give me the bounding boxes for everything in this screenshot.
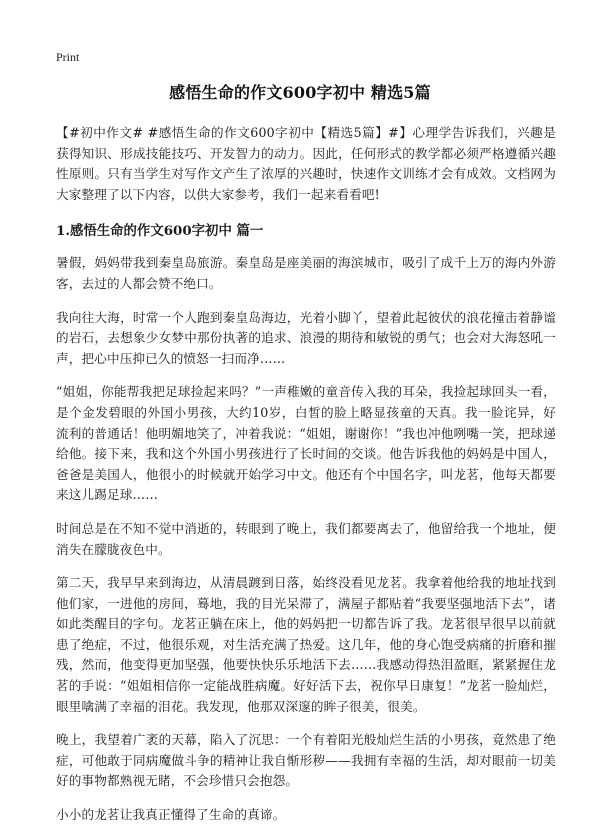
body-paragraph: 晚上，我望着广袤的天幕，陷入了沉思：一个有着阳光般灿烂生活的小男孩，竟然患了绝症，可他敢于同病魔做斗争的精神让我自惭形秽——我拥有幸福的生活，却对眼前一切美好的事物都熟视无睹，不会珍惜只会抱怨。 xyxy=(56,732,556,789)
body-paragraph: 暑假，妈妈带我到秦皇岛旅游。秦皇岛是座美丽的海滨城市，吸引了成千上万的海内外游客，去过的人都会赞不绝口。 xyxy=(56,255,556,291)
print-link[interactable]: Print xyxy=(56,50,80,64)
intro-paragraph: 【#初中作文# #感悟生命的作文600字初中【精选5篇】#】心理学告诉我们，兴趣是获得知识、形成技能技巧、开发智力的动力。因此，任何形式的教学都必须严格遵循兴趣性原则。只有当学生对写作文产生了浓厚的兴趣时，快速作文训练才会有成效。文档网为大家整理了以下内容，以供大家参考，我们一起来看看吧! xyxy=(56,125,556,202)
body-paragraph: 第二天，我早早来到海边，从清晨踱到日落，始终没看见龙茗。我拿着他给我的地址找到他们家，一进他的房间，蓦地，我的目光呆滞了，满屋子都贴着“我要坚强地活下去”，诸如此类醒目的字句。龙茗正躺在床上，他的妈妈把一切都告诉了我。龙茗很早很早以前就患了绝症，不过，他很乐观，对生活充满了热爱。这几年，他的身心饱受病痛的折磨和摧残，然而，他变得更加坚强，他要快快乐乐地活下去……我感动得热泪盈眶，紧紧握住龙茗的手说：“姐姐相信你一定能战胜病魔。好好活下去，祝你早日康复！”龙茗一脸灿烂，眼里噙满了幸福的泪花。我发现，他那双深邃的眸子很美，很美。 xyxy=(56,575,556,714)
section-heading: 1.感悟生命的作文600字初中 篇一 xyxy=(56,223,264,240)
body-paragraph: “姐姐，你能帮我把足球捡起来吗？”一声稚嫩的童音传入我的耳朵，我捡起球回头一看，是个金发碧眼的外国小男孩，大约10岁，白皙的脸上略显孩童的天真。我一脸诧异，好流利的普通话！他明媚地笑了，冲着我说：“姐姐，谢谢你！”我也冲他咧嘴一笑，把球递给他。接下来，我和这个外国小男孩进行了长时间的交谈。他告诉我他的妈妈是中国人，爸爸是美国人，他很小的时候就开始学习中文。他还有个中国名字，叫龙茗，他每天都要来这儿踢足球…… xyxy=(56,384,556,503)
body-paragraph: 时间总是在不知不觉中消逝的，转眼到了晚上，我们都要离去了，他留给我一个地址，便消失在朦胧夜色中。 xyxy=(56,520,556,557)
body-paragraph: 我向往大海，时常一个人跑到秦皇岛海边，光着小脚丫，望着此起彼伏的浪花撞击着静谧的岩石，去想象少女梦中那份执著的追求、浪漫的期待和敏锐的勇气；也会对大海怒吼一声，把心中压抑已久的愤怒一扫而净…… xyxy=(56,309,556,366)
body-paragraph: 小小的龙茗让我真正懂得了生命的真谛。 xyxy=(56,807,286,823)
article-body xyxy=(56,123,556,839)
article-title: 感悟生命的作文600字初中 精选5篇 xyxy=(169,83,431,102)
